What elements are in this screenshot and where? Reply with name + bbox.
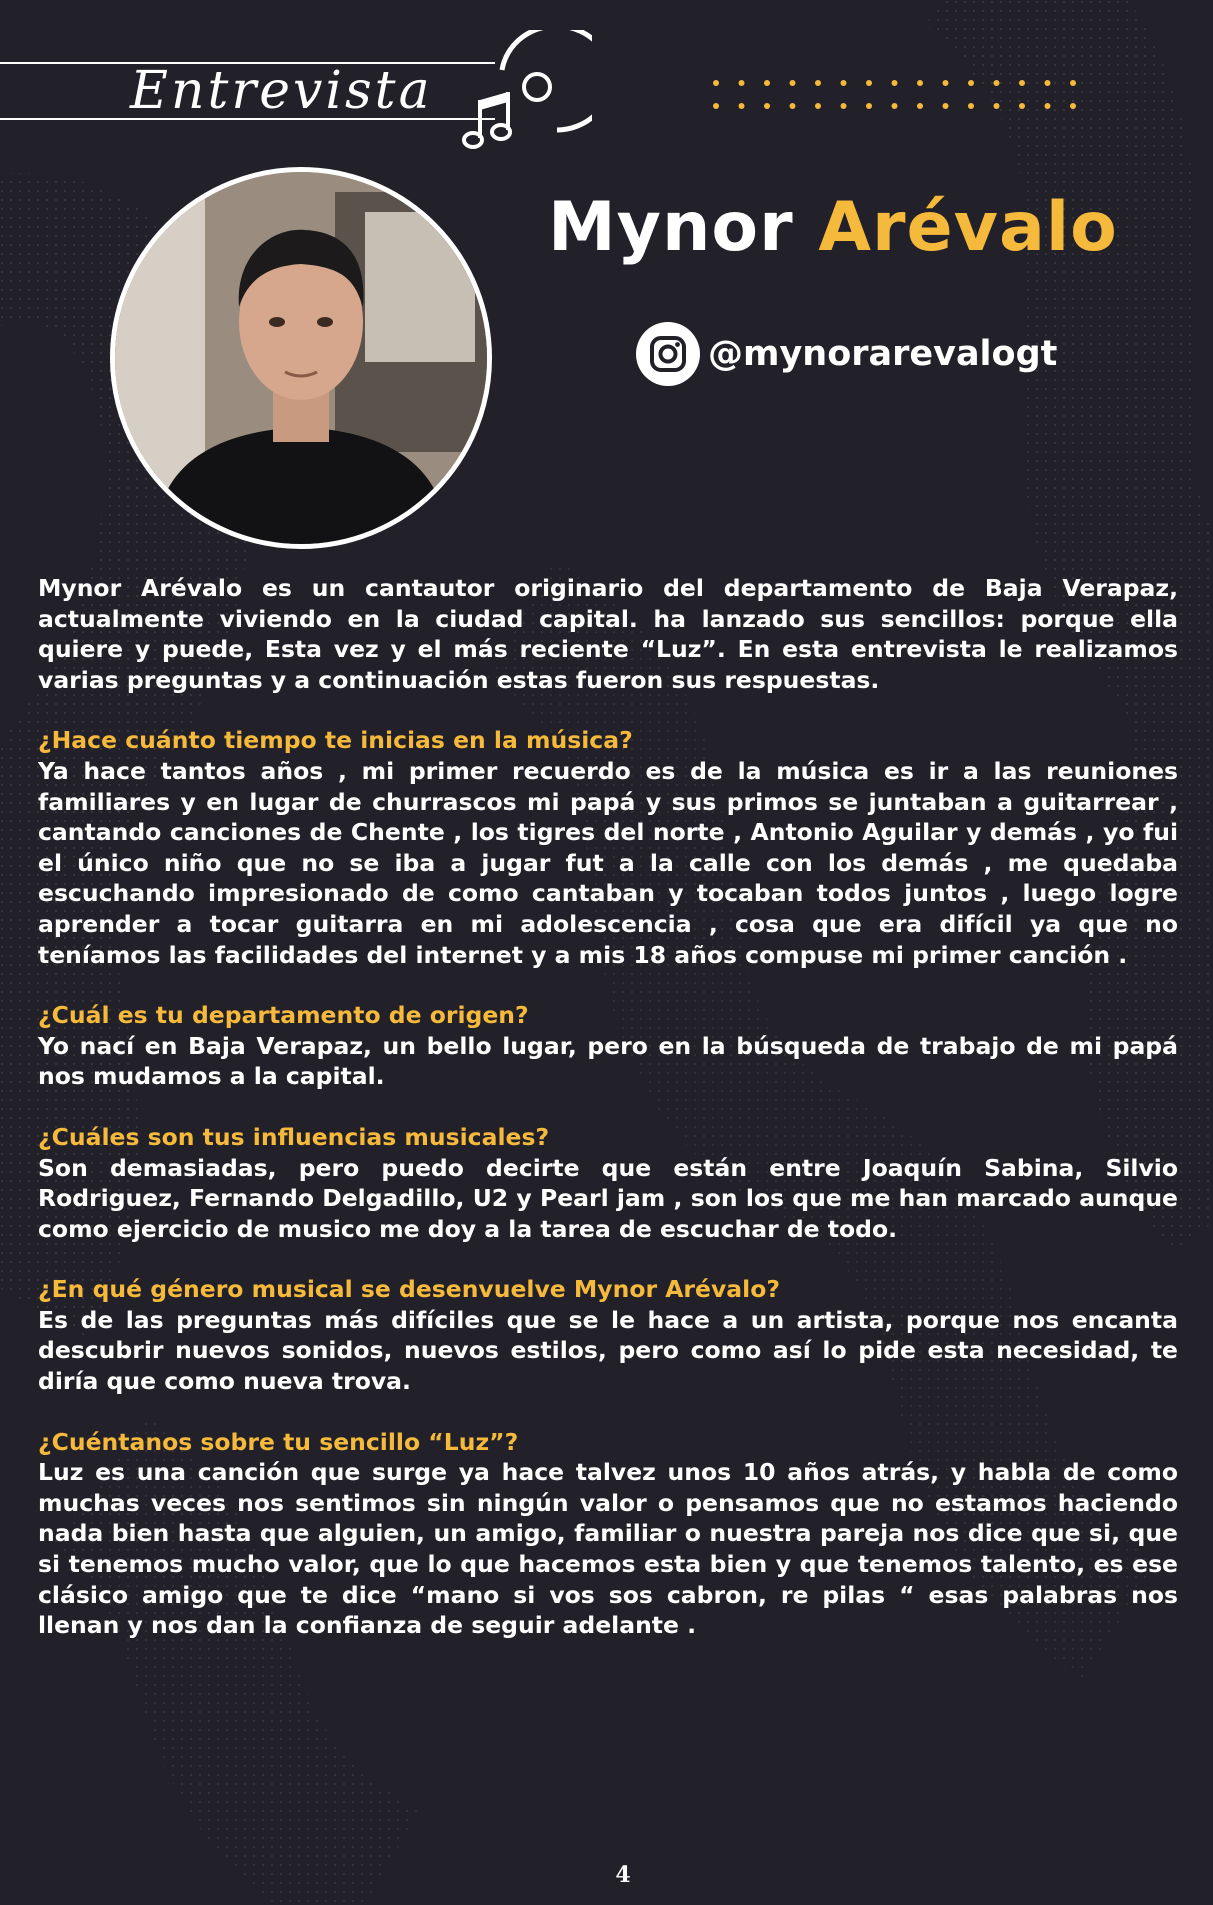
decorative-dot [1070,80,1076,86]
page-number: 4 [615,1862,631,1888]
question-4: ¿En qué género musical se desenvuelve Mynor Arévalo? [38,1275,780,1304]
decorative-dot [739,103,745,109]
section-label: Entrevista [130,61,433,121]
artist-name [548,188,1118,268]
interview-body [38,573,1178,1671]
decorative-dot [764,80,770,86]
decorative-dot [790,103,796,109]
question-5: ¿Cuéntanos sobre tu sencillo “Luz”? [38,1427,519,1456]
decorative-dot [1045,80,1051,86]
intro-paragraph: Mynor Arévalo es un cantautor originario del departamento de Baja Verapaz, actualmente viviendo en la ciudad capital. ha lanzado sus sencillos: porque ella quiere y puede, Esta vez y el más reciente “Luz”. En esta entrevista le realizamos varias preguntas y a continuación estas fueron sus respuestas. [38,574,1178,694]
decorative-dot [866,80,872,86]
question-3: ¿Cuáles son tus influencias musicales? [38,1122,550,1151]
answer-3: Son demasiadas, pero puedo decirte que están entre Joaquín Sabina, Silvio Rodriguez, Fernando Delgadillo, U2 y Pearl jam , son los que me han marcado aunque como ejercicio de musico me doy a la tarea de escuchar de todo. [38,1153,1178,1243]
answer-4: Es de las preguntas más difíciles que se le hace a un artista, porque nos encanta descubrir nuevos sonidos, nuevos estilos, pero como así lo pide esta necesidad, te diría que como nueva trova. [38,1305,1178,1396]
decorative-dot [739,80,745,86]
decorative-dot [841,103,847,109]
portrait-illustration [115,172,487,544]
decorative-dot [943,103,949,109]
decorative-dot [1019,103,1025,109]
music-record-icon [462,30,592,155]
decorative-dot [713,103,719,109]
artist-first-name: Mynor [548,188,794,267]
instagram-link[interactable] [636,322,1057,386]
decorative-dot [994,103,1000,109]
decorative-dot [1045,103,1051,109]
decorative-dot [866,103,872,109]
decorative-dot [917,103,923,109]
decorative-dot [968,103,974,109]
answer-1: Ya hace tantos años , mi primer recuerdo es de la música es ir a las reuniones familiares y en lugar de churrascos mi papá y sus primos se juntaban a guitarrear , cantando canciones de Chente , los tigres del norte , Antonio Aguilar y demás , yo fui el único niño que no se iba a jugar fut a la calle con los demás , me quedaba escuchando impresionado de como cantaban y tocaban todos juntos , luego logre aprender a tocar guitarra en mi adolescencia , cosa que era difícil ya que no teníamos las facilidades del internet y a mis 18 años compuse mi primer canción . [38,756,1178,969]
instagram-icon [636,322,700,386]
decorative-dot [892,80,898,86]
answer-5: Luz es una canción que surge ya hace talvez unos 10 años atrás, y habla de como muchas veces nos sentimos sin ningún valor o pensamos que no estamos haciendo nada bien hasta que alguien, un amigo, familiar o nuestra pareja nos dice que si, que si tenemos mucho valor, que lo que hacemos esta bien y que tenemos talento, es ese clásico amigo que te dice “mano si vos sos cabron, re pilas “ esas palabras nos llenan y nos dan la confianza de seguir adelante . [38,1458,1178,1640]
decorative-dot [968,80,974,86]
decorative-dot [841,80,847,86]
artist-portrait [110,167,492,549]
decorative-dot [892,103,898,109]
decorative-dot [994,80,1000,86]
decorative-dot [815,103,821,109]
answer-2: Yo nací en Baja Verapaz, un bello lugar, pero en la búsqueda de trabajo de mi papá nos mudamos a la capital. [38,1031,1178,1091]
question-2: ¿Cuál es tu departamento de origen? [38,1001,529,1030]
decorative-dot [764,103,770,109]
artist-last-name: Arévalo [818,188,1118,267]
decorative-dot [790,80,796,86]
decorative-dots [712,78,1092,118]
decorative-dot [1070,103,1076,109]
question-1: ¿Hace cuánto tiempo te inicias en la música? [38,726,633,755]
instagram-handle: @mynorarevalogt [708,334,1058,374]
decorative-dot [943,80,949,86]
decorative-dot [815,80,821,86]
decorative-dot [917,80,923,86]
decorative-dot [1019,80,1025,86]
decorative-dot [713,80,719,86]
